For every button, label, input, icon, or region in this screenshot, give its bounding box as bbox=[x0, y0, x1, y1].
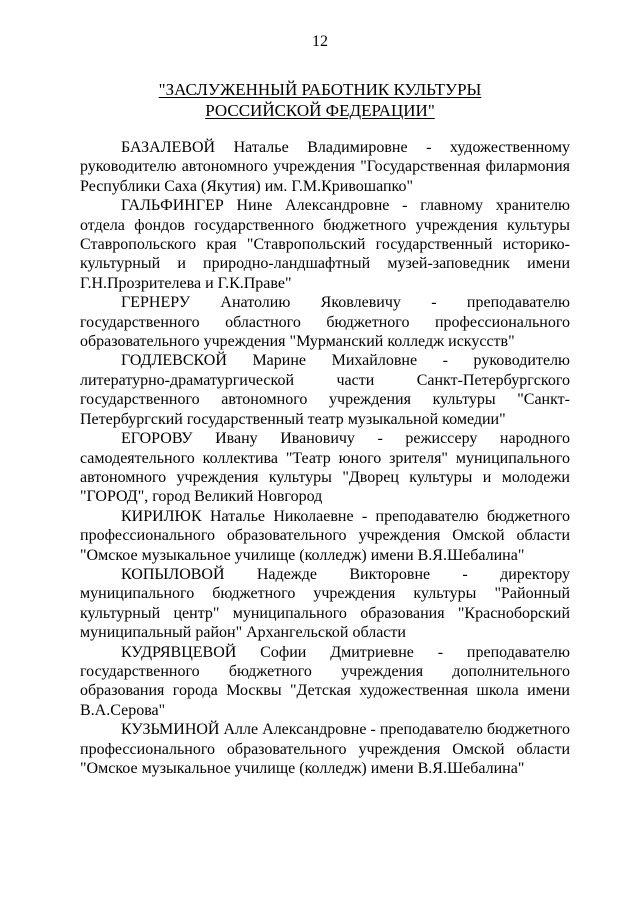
section-title-line-2: РОССИЙСКОЙ ФЕДЕРАЦИИ" bbox=[205, 101, 435, 120]
recipient-entry-9: КУЗЬМИНОЙ Алле Александровне - преподавателю бюджетного профессионального образовательного учреждения Омской области "Омское музыкальное училище (колледж) имени В.Я.Шебалина" bbox=[80, 721, 570, 777]
award-recipients-list bbox=[80, 138, 570, 778]
recipient-entry-3: ГЕРНЕРУ Анатолию Яковлевичу - преподавателю государственного областного бюджетного профессионального образовательного учреждения "Мурманский колледж искусств" bbox=[80, 294, 570, 351]
section-title bbox=[0, 79, 640, 121]
recipient-entry-6: КИРИЛЮК Наталье Николаевне - преподавателю бюджетного профессионального образовательного учреждения Омской области "Омское музыкальное училище (колледж) имени В.Я.Шебалина" bbox=[80, 507, 570, 564]
recipient-entry-8: КУДРЯВЦЕВОЙ Софии Дмитриевне - преподавателю государственного бюджетного учреждения дополнительного образования города Москвы "Детская художественная школа имени В.А.Серова" bbox=[80, 643, 570, 719]
section-title-line-1: "ЗАСЛУЖЕННЫЙ РАБОТНИК КУЛЬТУРЫ bbox=[158, 80, 482, 99]
recipient-entry-1: БАЗАЛЕВОЙ Наталье Владимировне - художественному руководителю автономного учреждения "Государственная филармония Республики Саха (Якутия) им. Г.М.Кривошапко" bbox=[80, 139, 570, 195]
recipient-entry-4: ГОДЛЕВСКОЙ Марине Михайловне - руководителю литературно-драматургической части Санкт-Петербургского государственного автономного учреждения культуры "Санкт-Петербургский государственный театр музыкальной комедии" bbox=[80, 352, 570, 428]
page-number: 12 bbox=[312, 33, 328, 50]
recipient-entry-7: КОПЫЛОВОЙ Надежде Викторовне - директору муниципального бюджетного учреждения культуры "Районный культурный центр" муниципального образования "Красноборский муниципальный район" Архангельской области bbox=[80, 565, 570, 642]
recipient-entry-5: ЕГОРОВУ Ивану Ивановичу - режиссеру народного самодеятельного коллектива "Театр юного зрителя" муниципального автономного учреждения культуры "Дворец культуры и молодежи "ГОРОД", город Великий Новгород bbox=[80, 430, 570, 506]
recipient-entry-2: ГАЛЬФИНГЕР Нине Александровне - главному хранителю отдела фондов государственного бюджетного учреждения культуры Ставропольского края "Ставропольский государственный историко-культурный и природно-ландшафтный музей-заповедник имени Г.Н.Прозрителева и Г.К.Праве" bbox=[80, 197, 570, 292]
